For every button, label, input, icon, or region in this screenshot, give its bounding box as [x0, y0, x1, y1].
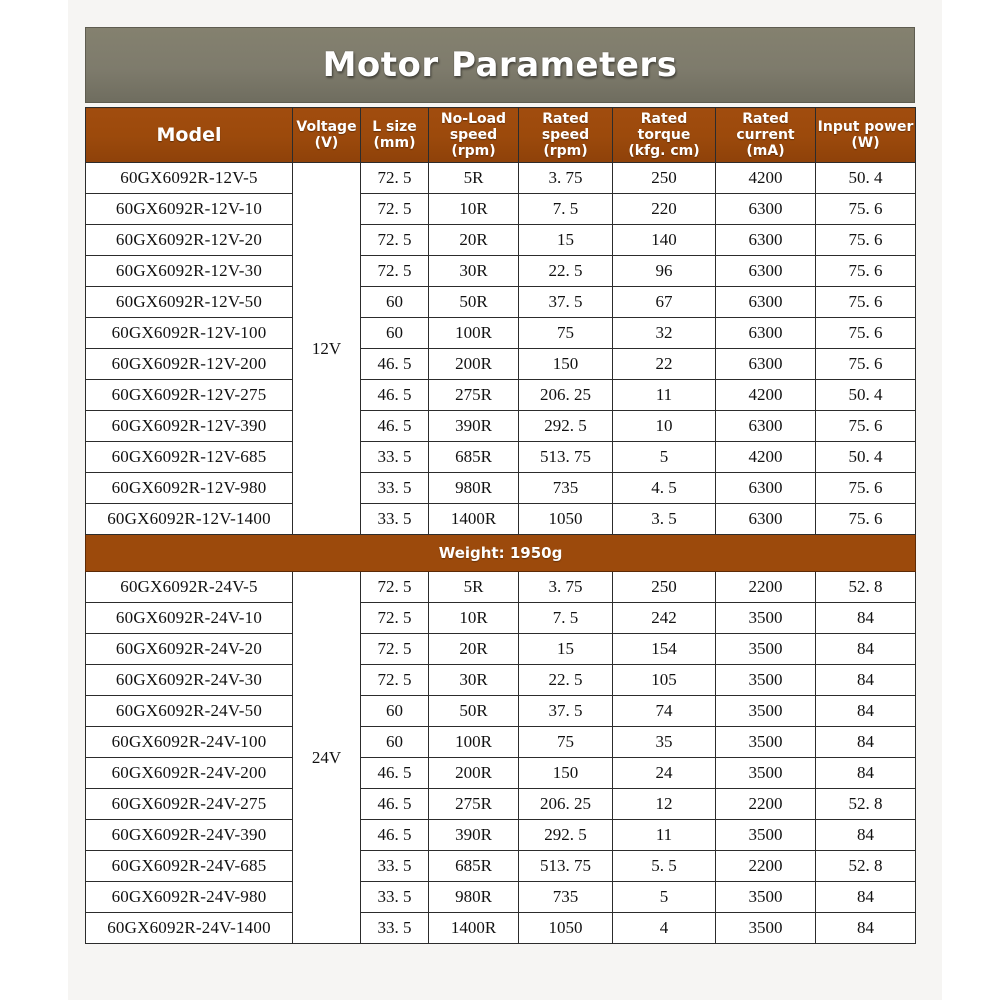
cell-lsize: 72. 5	[361, 572, 429, 603]
cell-model: 60GX6092R-12V-30	[86, 256, 293, 287]
weight-band-row	[86, 535, 916, 572]
table-row	[86, 913, 916, 944]
cell-input-power: 50. 4	[816, 163, 916, 194]
cell-model: 60GX6092R-24V-980	[86, 882, 293, 913]
cell-noload-speed: 5R	[429, 163, 519, 194]
cell-lsize: 72. 5	[361, 194, 429, 225]
cell-rated-current: 3500	[716, 758, 816, 789]
cell-rated-torque: 10	[613, 411, 716, 442]
table-row	[86, 318, 916, 349]
cell-noload-speed: 30R	[429, 665, 519, 696]
motor-parameters-table	[85, 107, 916, 944]
header-line: Voltage	[296, 119, 357, 135]
cell-input-power: 84	[816, 603, 916, 634]
cell-lsize: 46. 5	[361, 411, 429, 442]
cell-rated-speed: 150	[519, 758, 613, 789]
cell-rated-speed: 292. 5	[519, 411, 613, 442]
column-header-rated-speed	[519, 108, 613, 163]
cell-rated-torque: 3. 5	[613, 504, 716, 535]
cell-rated-speed: 3. 75	[519, 572, 613, 603]
cell-input-power: 75. 6	[816, 194, 916, 225]
header-line: L size	[372, 119, 417, 135]
cell-noload-speed: 5R	[429, 572, 519, 603]
cell-noload-speed: 1400R	[429, 504, 519, 535]
table-row	[86, 820, 916, 851]
cell-voltage-group: 12V	[293, 163, 361, 535]
cell-rated-current: 2200	[716, 851, 816, 882]
header-line: (W)	[851, 135, 880, 151]
cell-input-power: 84	[816, 913, 916, 944]
header-line: speed (rpm)	[449, 127, 498, 159]
header-line: (V)	[314, 135, 339, 151]
cell-rated-torque: 4	[613, 913, 716, 944]
cell-noload-speed: 30R	[429, 256, 519, 287]
cell-model: 60GX6092R-24V-390	[86, 820, 293, 851]
cell-rated-speed: 3. 75	[519, 163, 613, 194]
cell-rated-torque: 250	[613, 163, 716, 194]
cell-rated-torque: 96	[613, 256, 716, 287]
cell-rated-torque: 220	[613, 194, 716, 225]
table-header	[86, 108, 916, 163]
column-header-lsize	[361, 108, 429, 163]
cell-rated-speed: 37. 5	[519, 696, 613, 727]
cell-noload-speed: 980R	[429, 473, 519, 504]
cell-rated-torque: 12	[613, 789, 716, 820]
cell-model: 60GX6092R-12V-50	[86, 287, 293, 318]
header-line: (rpm)	[543, 143, 588, 159]
cell-input-power: 84	[816, 727, 916, 758]
cell-rated-torque: 5	[613, 882, 716, 913]
cell-lsize: 60	[361, 318, 429, 349]
cell-noload-speed: 980R	[429, 882, 519, 913]
cell-rated-torque: 5. 5	[613, 851, 716, 882]
left-gutter	[0, 0, 68, 1000]
cell-rated-current: 6300	[716, 256, 816, 287]
table-row	[86, 194, 916, 225]
right-gutter	[942, 0, 1000, 1000]
cell-model: 60GX6092R-24V-200	[86, 758, 293, 789]
cell-rated-current: 3500	[716, 913, 816, 944]
cell-model: 60GX6092R-24V-275	[86, 789, 293, 820]
table-row	[86, 380, 916, 411]
cell-rated-speed: 75	[519, 318, 613, 349]
cell-noload-speed: 50R	[429, 696, 519, 727]
cell-rated-torque: 242	[613, 603, 716, 634]
table-row	[86, 225, 916, 256]
cell-model: 60GX6092R-12V-20	[86, 225, 293, 256]
cell-lsize: 33. 5	[361, 442, 429, 473]
cell-lsize: 46. 5	[361, 380, 429, 411]
cell-noload-speed: 10R	[429, 603, 519, 634]
title-band	[85, 27, 915, 103]
header-line: Rated	[742, 111, 789, 127]
table-row	[86, 287, 916, 318]
cell-rated-speed: 150	[519, 349, 613, 380]
cell-input-power: 75. 6	[816, 349, 916, 380]
cell-noload-speed: 1400R	[429, 913, 519, 944]
column-header-input-power	[816, 108, 916, 163]
cell-rated-speed: 206. 25	[519, 789, 613, 820]
table-row	[86, 473, 916, 504]
cell-rated-torque: 35	[613, 727, 716, 758]
cell-lsize: 72. 5	[361, 665, 429, 696]
cell-rated-speed: 1050	[519, 913, 613, 944]
cell-rated-speed: 513. 75	[519, 851, 613, 882]
cell-lsize: 33. 5	[361, 851, 429, 882]
cell-model: 60GX6092R-24V-685	[86, 851, 293, 882]
cell-model: 60GX6092R-24V-10	[86, 603, 293, 634]
cell-rated-torque: 11	[613, 380, 716, 411]
cell-model: 60GX6092R-24V-100	[86, 727, 293, 758]
header-line: No-Load	[440, 111, 507, 127]
cell-lsize: 33. 5	[361, 882, 429, 913]
cell-model: 60GX6092R-12V-980	[86, 473, 293, 504]
cell-input-power: 50. 4	[816, 442, 916, 473]
cell-model: 60GX6092R-12V-5	[86, 163, 293, 194]
cell-rated-current: 3500	[716, 820, 816, 851]
table-row	[86, 411, 916, 442]
cell-noload-speed: 10R	[429, 194, 519, 225]
cell-rated-torque: 105	[613, 665, 716, 696]
table-row	[86, 603, 916, 634]
header-line: Model	[156, 124, 222, 146]
cell-rated-current: 6300	[716, 287, 816, 318]
cell-input-power: 50. 4	[816, 380, 916, 411]
table-row	[86, 696, 916, 727]
header-line: Rated speed	[541, 111, 590, 143]
cell-lsize: 46. 5	[361, 820, 429, 851]
cell-model: 60GX6092R-12V-685	[86, 442, 293, 473]
column-header-rated-current	[716, 108, 816, 163]
cell-rated-torque: 4. 5	[613, 473, 716, 504]
cell-rated-torque: 250	[613, 572, 716, 603]
cell-noload-speed: 100R	[429, 727, 519, 758]
cell-noload-speed: 275R	[429, 789, 519, 820]
column-header-rated-torque	[613, 108, 716, 163]
cell-model: 60GX6092R-24V-1400	[86, 913, 293, 944]
page-title: Motor Parameters	[322, 45, 678, 85]
header-row	[86, 108, 916, 163]
cell-noload-speed: 20R	[429, 634, 519, 665]
cell-rated-speed: 292. 5	[519, 820, 613, 851]
cell-rated-speed: 22. 5	[519, 256, 613, 287]
cell-rated-torque: 5	[613, 442, 716, 473]
header-line: (mm)	[373, 135, 416, 151]
cell-noload-speed: 390R	[429, 820, 519, 851]
cell-lsize: 60	[361, 696, 429, 727]
cell-rated-speed: 513. 75	[519, 442, 613, 473]
cell-input-power: 84	[816, 882, 916, 913]
cell-rated-speed: 7. 5	[519, 603, 613, 634]
cell-rated-current: 4200	[716, 380, 816, 411]
cell-rated-speed: 735	[519, 473, 613, 504]
cell-input-power: 75. 6	[816, 473, 916, 504]
cell-voltage-group: 24V	[293, 572, 361, 944]
table-row	[86, 349, 916, 380]
cell-lsize: 46. 5	[361, 758, 429, 789]
cell-noload-speed: 275R	[429, 380, 519, 411]
table-row	[86, 727, 916, 758]
cell-rated-speed: 37. 5	[519, 287, 613, 318]
cell-rated-speed: 206. 25	[519, 380, 613, 411]
cell-rated-torque: 140	[613, 225, 716, 256]
cell-noload-speed: 685R	[429, 851, 519, 882]
cell-rated-current: 6300	[716, 504, 816, 535]
cell-model: 60GX6092R-12V-390	[86, 411, 293, 442]
table-row	[86, 572, 916, 603]
table-row	[86, 634, 916, 665]
cell-input-power: 84	[816, 665, 916, 696]
cell-rated-current: 6300	[716, 411, 816, 442]
cell-lsize: 33. 5	[361, 473, 429, 504]
cell-lsize: 60	[361, 727, 429, 758]
cell-rated-current: 3500	[716, 603, 816, 634]
cell-noload-speed: 50R	[429, 287, 519, 318]
cell-rated-current: 6300	[716, 194, 816, 225]
cell-rated-speed: 735	[519, 882, 613, 913]
header-line: Rated torque	[637, 111, 691, 143]
cell-input-power: 84	[816, 696, 916, 727]
cell-model: 60GX6092R-24V-20	[86, 634, 293, 665]
table-row	[86, 504, 916, 535]
cell-rated-current: 3500	[716, 882, 816, 913]
spec-sheet	[85, 27, 915, 944]
cell-lsize: 72. 5	[361, 603, 429, 634]
cell-rated-current: 4200	[716, 442, 816, 473]
cell-rated-current: 3500	[716, 696, 816, 727]
cell-noload-speed: 100R	[429, 318, 519, 349]
cell-rated-current: 6300	[716, 349, 816, 380]
cell-rated-torque: 22	[613, 349, 716, 380]
cell-lsize: 72. 5	[361, 256, 429, 287]
table-row	[86, 789, 916, 820]
cell-lsize: 72. 5	[361, 163, 429, 194]
cell-input-power: 84	[816, 820, 916, 851]
cell-input-power: 75. 6	[816, 287, 916, 318]
cell-lsize: 72. 5	[361, 225, 429, 256]
column-header-voltage	[293, 108, 361, 163]
cell-lsize: 60	[361, 287, 429, 318]
header-line: current (mA)	[736, 127, 795, 159]
cell-rated-current: 2200	[716, 789, 816, 820]
cell-rated-current: 2200	[716, 572, 816, 603]
cell-lsize: 72. 5	[361, 634, 429, 665]
cell-input-power: 52. 8	[816, 572, 916, 603]
table-row	[86, 442, 916, 473]
cell-rated-current: 6300	[716, 318, 816, 349]
cell-model: 60GX6092R-24V-50	[86, 696, 293, 727]
cell-rated-speed: 7. 5	[519, 194, 613, 225]
cell-rated-speed: 15	[519, 634, 613, 665]
table-row	[86, 665, 916, 696]
cell-model: 60GX6092R-12V-1400	[86, 504, 293, 535]
cell-rated-current: 3500	[716, 665, 816, 696]
cell-lsize: 33. 5	[361, 913, 429, 944]
cell-rated-speed: 75	[519, 727, 613, 758]
cell-rated-torque: 74	[613, 696, 716, 727]
table-row	[86, 851, 916, 882]
table-row	[86, 256, 916, 287]
cell-rated-current: 4200	[716, 163, 816, 194]
header-line: Input power	[817, 119, 914, 135]
cell-input-power: 52. 8	[816, 851, 916, 882]
cell-rated-current: 6300	[716, 473, 816, 504]
cell-rated-current: 3500	[716, 634, 816, 665]
cell-rated-torque: 24	[613, 758, 716, 789]
cell-input-power: 84	[816, 634, 916, 665]
cell-model: 60GX6092R-12V-10	[86, 194, 293, 225]
cell-noload-speed: 200R	[429, 758, 519, 789]
cell-input-power: 52. 8	[816, 789, 916, 820]
cell-input-power: 75. 6	[816, 256, 916, 287]
cell-input-power: 84	[816, 758, 916, 789]
cell-noload-speed: 390R	[429, 411, 519, 442]
table-row	[86, 882, 916, 913]
cell-rated-current: 3500	[716, 727, 816, 758]
cell-lsize: 33. 5	[361, 504, 429, 535]
cell-input-power: 75. 6	[816, 225, 916, 256]
cell-model: 60GX6092R-12V-275	[86, 380, 293, 411]
cell-input-power: 75. 6	[816, 504, 916, 535]
cell-model: 60GX6092R-24V-5	[86, 572, 293, 603]
cell-noload-speed: 200R	[429, 349, 519, 380]
cell-input-power: 75. 6	[816, 411, 916, 442]
cell-rated-torque: 67	[613, 287, 716, 318]
cell-rated-torque: 32	[613, 318, 716, 349]
cell-rated-torque: 154	[613, 634, 716, 665]
column-header-noload-speed	[429, 108, 519, 163]
weight-label: Weight: 1950g	[86, 535, 916, 572]
cell-lsize: 46. 5	[361, 789, 429, 820]
cell-rated-speed: 1050	[519, 504, 613, 535]
table-body	[86, 163, 916, 944]
cell-model: 60GX6092R-24V-30	[86, 665, 293, 696]
cell-noload-speed: 685R	[429, 442, 519, 473]
column-header-model	[86, 108, 293, 163]
cell-rated-speed: 22. 5	[519, 665, 613, 696]
table-row	[86, 758, 916, 789]
cell-model: 60GX6092R-12V-200	[86, 349, 293, 380]
cell-input-power: 75. 6	[816, 318, 916, 349]
table-row	[86, 163, 916, 194]
cell-rated-speed: 15	[519, 225, 613, 256]
cell-rated-torque: 11	[613, 820, 716, 851]
cell-lsize: 46. 5	[361, 349, 429, 380]
cell-rated-current: 6300	[716, 225, 816, 256]
cell-noload-speed: 20R	[429, 225, 519, 256]
header-line: (kfg. cm)	[628, 143, 700, 159]
cell-model: 60GX6092R-12V-100	[86, 318, 293, 349]
